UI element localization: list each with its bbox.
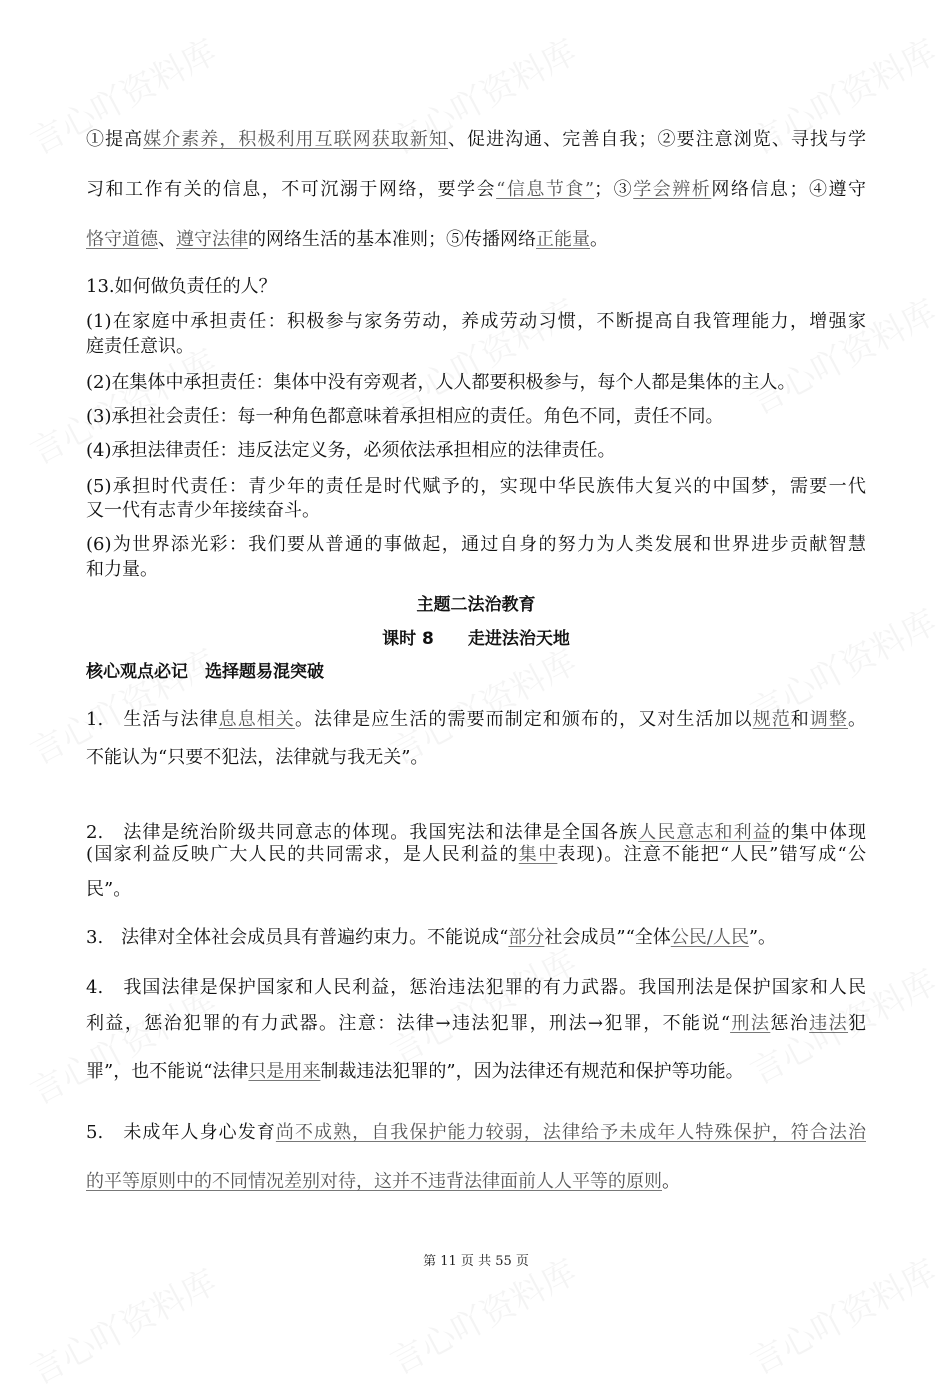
answer-line	[86, 499, 866, 523]
text-segment: (6)为世界添光彩：我们要从普通的事做起，通过自身的努力为人类发展和世界进步贡献智慧	[86, 534, 866, 555]
text-segment: (5)承担时代责任：青少年的责任是时代赋予的，实现中华民族伟大复兴的中国梦，需要一代	[86, 476, 866, 497]
text-segment: 主题二法治教育	[416, 595, 536, 615]
answer-line	[86, 335, 866, 359]
text-segment: 课时 8 走进法治天地	[382, 629, 570, 649]
text-segment: 社会成员”“全体	[544, 927, 671, 948]
answer-line	[86, 533, 866, 557]
text-segment: 网络信息；④遵守	[711, 179, 867, 200]
underlined-key-phrase: 遵守法律	[176, 229, 248, 250]
text-segment: 庭责任意识。	[86, 336, 194, 357]
text-segment: 利益，惩治犯罪的有力武器。注意：法律→违法犯罪，刑法→犯罪，不能说“	[86, 1013, 731, 1034]
answer-line	[86, 405, 866, 429]
text-segment: 惩治	[770, 1013, 810, 1034]
underlined-key-phrase: 的平等原则中的不同情况差别对待，这并不违背法律面前人人平等的原则	[86, 1171, 662, 1192]
underlined-key-phrase: 刑法	[730, 1013, 771, 1034]
answer-line	[86, 439, 866, 463]
text-segment: 不能认为“只要不犯法，法律就与我无关”。	[86, 747, 429, 768]
text-segment: 制裁违法犯罪的”，因为法律还有规范和保护等功能。	[320, 1061, 744, 1082]
text-segment: 的网络生活的基本准则；⑤传播网络	[248, 229, 536, 250]
intro-line	[86, 178, 866, 202]
lesson-title	[0, 627, 952, 651]
point-line	[86, 976, 866, 1000]
point-line	[86, 746, 866, 770]
intro-line	[86, 128, 866, 152]
underlined-key-phrase: 人民意志和利益	[638, 822, 772, 843]
answer-line	[86, 310, 866, 334]
point-line	[86, 1121, 866, 1145]
text-segment: 。	[662, 1171, 680, 1192]
underlined-key-phrase: 息息相关	[218, 709, 295, 730]
topic-title	[0, 593, 952, 617]
text-segment: ；③	[594, 179, 634, 200]
underlined-key-phrase: 只是用来	[248, 1061, 321, 1082]
text-segment: ”。	[748, 927, 777, 948]
text-segment: 。	[590, 229, 608, 250]
point-line	[86, 1170, 866, 1194]
text-segment: 和	[790, 709, 810, 730]
text-segment: 5. 未成年人身心发育	[86, 1122, 276, 1143]
underlined-key-phrase: 正能量	[536, 229, 590, 250]
text-segment: 、	[158, 229, 176, 250]
intro-line	[86, 228, 866, 252]
text-segment: 犯	[848, 1013, 867, 1034]
text-segment: 4. 我国法律是保护国家和人民利益，惩治违法犯罪的有力武器。我国刑法是保护国家和人民	[86, 977, 866, 998]
underlined-key-phrase: 恪守道德	[86, 229, 158, 250]
point-line	[86, 708, 866, 732]
point-line	[86, 843, 866, 867]
text-segment: 、促进沟通、完善自我；②要注意浏览、寻找与学	[447, 129, 867, 150]
watermark	[20, 1255, 223, 1394]
point-line	[86, 1012, 866, 1036]
underlined-key-phrase: “信息节食”	[496, 179, 595, 200]
text-segment: 13.如何做负责任的人？	[86, 276, 277, 297]
text-segment: 核心观点必记 选择题易混突破	[86, 662, 324, 682]
underlined-key-phrase: 规范	[752, 709, 791, 730]
point-line	[86, 821, 866, 845]
answer-line	[86, 371, 866, 395]
section-heading	[86, 660, 866, 684]
text-segment: 。	[848, 709, 866, 730]
text-segment: 表现)。注意不能把“人民”错写成“公	[557, 844, 866, 865]
point-line	[86, 878, 866, 902]
text-segment: 罪”，也不能说“法律	[86, 1061, 249, 1082]
point-line	[86, 926, 866, 950]
text-segment: (1)在家庭中承担责任：积极参与家务劳动，养成劳动习惯，不断提高自我管理能力，增强家	[86, 311, 866, 332]
text-segment: 。法律是应生活的需要而制定和颁布的，又对生活加以	[294, 709, 753, 730]
text-segment: 又一代有志青少年接续奋斗。	[86, 500, 320, 521]
underlined-key-phrase: 学会辨析	[633, 179, 712, 200]
underlined-key-phrase: 违法	[809, 1013, 849, 1034]
text-segment: (4)承担法律责任：违反法定义务，必须依法承担相应的法律责任。	[86, 440, 616, 461]
text-segment: (2)在集体中承担责任：集体中没有旁观者，人人都要积极参与，每个人都是集体的主人。	[86, 372, 796, 393]
text-segment: 的集中体现	[771, 822, 867, 843]
answer-line	[86, 475, 866, 499]
answer-line	[86, 558, 866, 582]
page-footer: 第 11 页 共 55 页	[423, 1254, 529, 1269]
text-segment: 3. 法律对全体社会成员具有普遍约束力。不能说成“	[86, 927, 509, 948]
underlined-key-phrase: 部分	[508, 927, 545, 948]
text-segment: ①提高	[86, 129, 144, 150]
text-segment: (国家利益反映广大人民的共同需求，是人民利益的	[86, 844, 519, 865]
watermark	[380, 935, 583, 1074]
text-segment: 和力量。	[86, 559, 158, 580]
underlined-key-phrase: 调整	[809, 709, 848, 730]
text-segment: 习和工作有关的信息，不可沉溺于网络，要学会	[86, 179, 497, 200]
underlined-key-phrase: 集中	[518, 844, 558, 865]
question-heading	[86, 275, 866, 299]
text-segment: 2. 法律是统治阶级共同意志的体现。我国宪法和法律是全国各族	[86, 822, 639, 843]
text-segment: (3)承担社会责任：每一种角色都意味着承担相应的责任。角色不同，责任不同。	[86, 406, 724, 427]
point-line	[86, 1060, 866, 1084]
text-segment: 1. 生活与法律	[86, 709, 219, 730]
underlined-key-phrase: 公民/人民	[670, 927, 749, 948]
text-segment: 民”。	[86, 879, 132, 900]
underlined-key-phrase: 尚不成熟，自我保护能力较弱，法律给予未成年人特殊保护，符合法治	[275, 1122, 866, 1143]
underlined-key-phrase: 媒介素养，积极利用互联网获取新知	[143, 129, 448, 150]
